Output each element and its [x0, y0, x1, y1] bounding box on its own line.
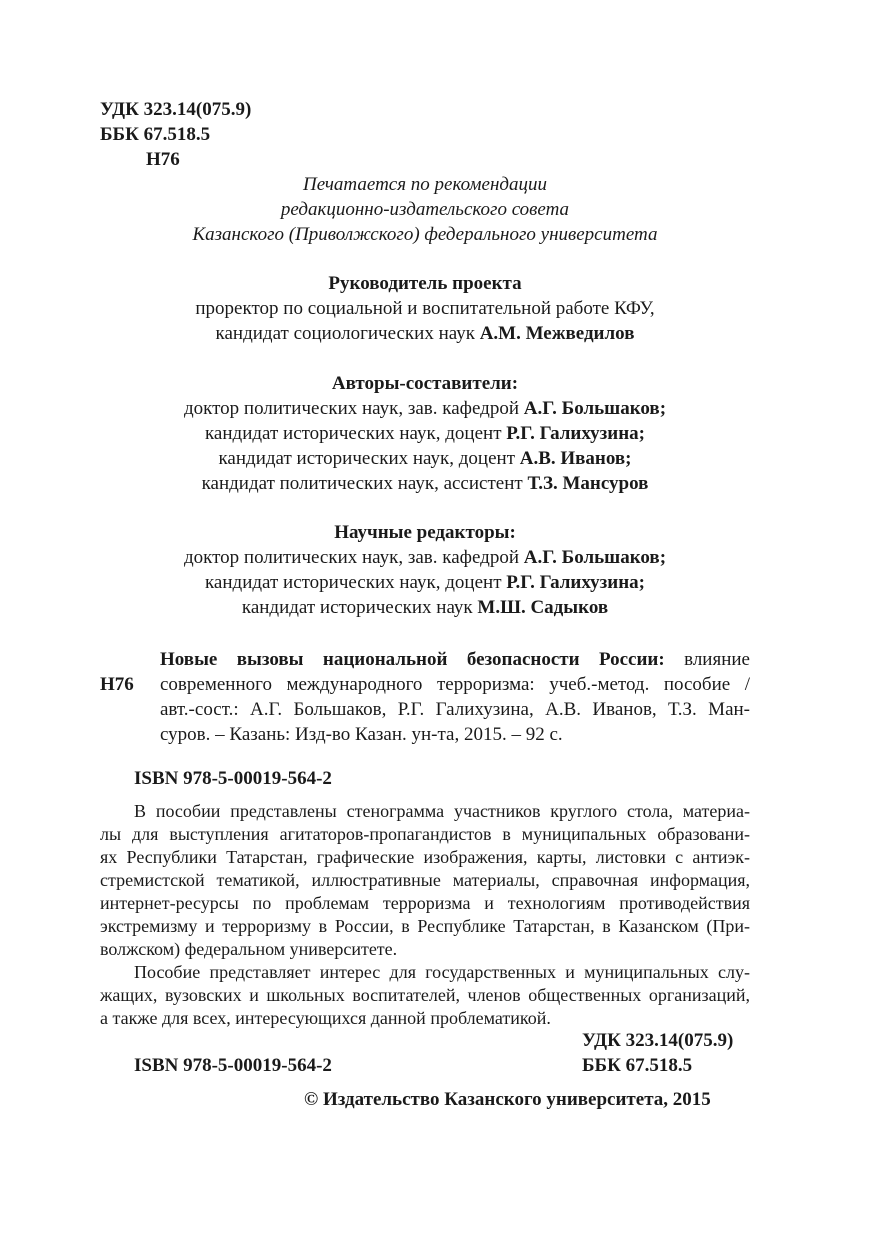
- bibliographic-line: суров. – Казань: Изд-во Казан. ун-та, 2015. – 92 с.: [160, 724, 563, 745]
- project-lead-position: проректор по социальной и воспитательной работе КФУ,: [195, 298, 655, 319]
- footer-udk: УДК 323.14(075.9): [582, 1030, 734, 1051]
- abstract-line: лы для выступления агитаторов-пропагандистов в муниципальных образовани-: [100, 824, 750, 844]
- project-lead-heading: Руководитель проекта: [328, 273, 522, 294]
- abstract-line: волжском) федеральном университете.: [100, 939, 398, 959]
- author-entry: [100, 421, 750, 446]
- author-name: А.В. Иванов;: [519, 448, 632, 469]
- author-role: кандидат политических наук, ассистент: [201, 473, 528, 494]
- project-lead-degree: [100, 321, 750, 346]
- bibliographic-title-rest: влияние: [664, 649, 750, 670]
- project-lead-degree-text: кандидат социологических наук: [215, 323, 480, 344]
- project-lead-name: А.М. Межведилов: [479, 323, 635, 344]
- bibliographic-line: авт.-сост.: А.Г. Большаков, Р.Г. Галихузина, А.В. Иванов, Т.З. Ман-: [160, 699, 750, 720]
- abstract-line: экстремизму и терроризму в России, в Республике Татарстан, в Казанском (При-: [100, 916, 750, 936]
- recommendation-block: [100, 172, 750, 247]
- bibliographic-line: [160, 647, 750, 672]
- project-lead-block: [100, 271, 750, 346]
- author-name: Р.Г. Галихузина;: [506, 423, 646, 444]
- abstract: [100, 800, 750, 1030]
- editor-role: кандидат исторических наук: [241, 597, 478, 618]
- recommendation-line: редакционно-издательского совета: [280, 199, 570, 220]
- bbk-code: ББК 67.518.5: [100, 124, 211, 145]
- editor-name: Р.Г. Галихузина;: [506, 572, 646, 593]
- author-entry: [100, 471, 750, 496]
- editor-role: кандидат исторических наук, доцент: [204, 572, 507, 593]
- editor-name: А.Г. Большаков;: [523, 547, 667, 568]
- recommendation-line: Казанского (Приволжского) федерального университета: [192, 224, 658, 245]
- editor-name: М.Ш. Садыков: [477, 597, 609, 618]
- abstract-line: интернет-ресурсы по проблемам терроризма и технологиям противодействия: [100, 893, 750, 913]
- abstract-line: стремистской тематикой, иллюстративные материалы, справочная информация,: [100, 870, 750, 890]
- editor-entry: [100, 545, 750, 570]
- author-role: доктор политических наук, зав. кафедрой: [183, 398, 524, 419]
- authors-block: [100, 371, 750, 496]
- author-role: кандидат исторических наук, доцент: [204, 423, 507, 444]
- udk-code: УДК 323.14(075.9): [100, 99, 252, 120]
- author-entry: [100, 396, 750, 421]
- editor-role: доктор политических наук, зав. кафедрой: [183, 547, 524, 568]
- recommendation-line: Печатается по рекомендации: [302, 174, 548, 195]
- author-entry: [100, 446, 750, 471]
- editors-block: [100, 520, 750, 620]
- isbn: ISBN 978-5-00019-564-2: [134, 768, 332, 789]
- bibliographic-line: современного международного терроризма: учеб.-метод. пособие /: [160, 674, 750, 695]
- editor-entry: [100, 595, 750, 620]
- abstract-line: ях Республики Татарстан, графические изображения, карты, листовки с антиэк-: [100, 847, 750, 867]
- abstract-line: Пособие представляет интерес для государственных и муниципальных слу-: [134, 962, 750, 982]
- abstract-line: жащих, вузовских и школьных воспитателей, членов общественных организаций,: [100, 985, 750, 1005]
- authors-heading: Авторы-составители:: [331, 373, 519, 394]
- bibliographic-mark: Н76: [100, 674, 134, 695]
- abstract-line: а также для всех, интересующихся данной проблематикой.: [100, 1008, 551, 1028]
- author-name: Т.З. Мансуров: [527, 473, 649, 494]
- author-mark: Н76: [146, 149, 180, 170]
- bibliographic-title: Новые вызовы национальной безопасности России:: [160, 649, 665, 670]
- editors-heading: Научные редакторы:: [334, 522, 516, 543]
- abstract-line: В пособии представлены стенограмма участников круглого стола, материа-: [134, 801, 750, 821]
- footer-isbn: ISBN 978-5-00019-564-2: [134, 1055, 332, 1076]
- editor-entry: [100, 570, 750, 595]
- bibliographic-entry: [160, 647, 750, 747]
- author-role: кандидат исторических наук, доцент: [218, 448, 520, 469]
- author-name: А.Г. Большаков;: [523, 398, 667, 419]
- copyright: © Издательство Казанского университета, 2015: [304, 1089, 711, 1110]
- footer-bbk: ББК 67.518.5: [582, 1055, 693, 1076]
